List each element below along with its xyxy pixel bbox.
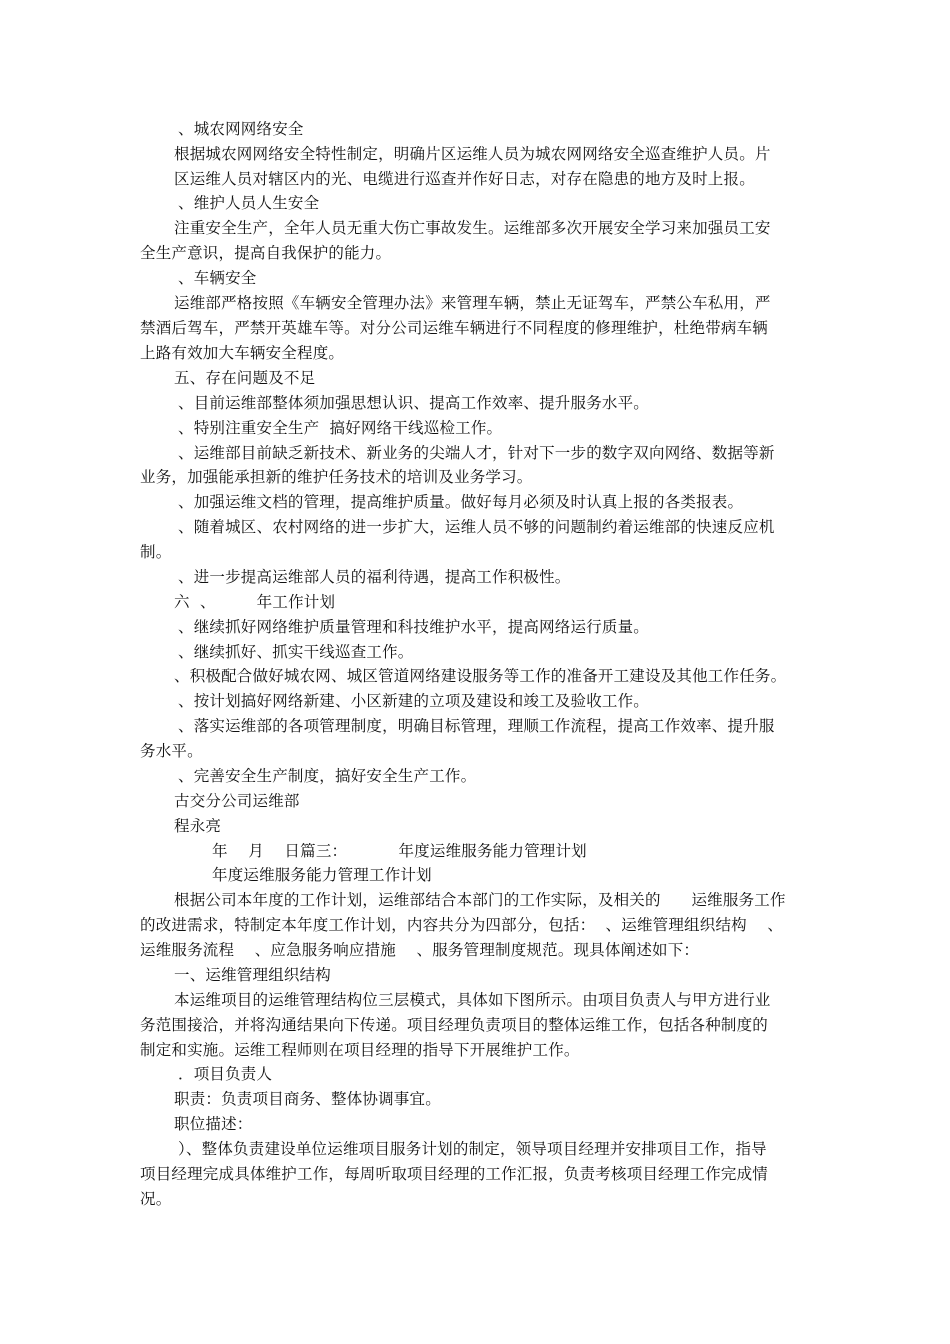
text-line: 区运维人员对辖区内的光、电缆进行巡查并作好日志，对存在隐患的地方及时上报。 (174, 170, 755, 188)
text-line: 根据城农网网络安全特性制定，明确片区运维人员为城农网网络安全巡查维护人员。片 (174, 145, 771, 163)
text-line: 、车辆安全 (178, 269, 257, 287)
text-line: 职位描述： (174, 1115, 253, 1133)
text-line: 注重安全生产，全年人员无重大伤亡事故发生。运维部多次开展安全学习来加强员工安 (174, 219, 771, 237)
text-line: 、加强运维文档的管理，提高维护质量。做好每月必须及时认真上报的各类报表。 (178, 493, 744, 511)
text-line: 、维护人员人生安全 (178, 194, 320, 212)
text-line: 根据公司本年度的工作计划，运维部结合本部门的工作实际，及相关的 运维服务工作 (174, 891, 786, 909)
text-line: 职责：负责项目商务、整体协调事宜。 (174, 1090, 441, 1108)
text-line: ）、整体负责建设单位运维项目服务计划的制定，领导项目经理并安排项目工作，指导 (178, 1140, 767, 1158)
document-title: 年度运维服务能力管理工作计划 (212, 866, 432, 884)
text-line: 、进一步提高运维部人员的福利待遇，提高工作积极性。 (178, 568, 571, 586)
text-line: 务范围接洽，并将沟通结果向下传递。项目经理负责项目的整体运维工作，包括各种制度的 (140, 1016, 769, 1034)
text-line: 全生产意识，提高自我保护的能力。 (140, 244, 392, 262)
signature-name: 程永亮 (174, 817, 222, 835)
text-line: 、完善安全生产制度，搞好安全生产工作。 (178, 767, 477, 785)
text-line: 务水平。 (140, 742, 203, 760)
section-heading: 一、运维管理组织结构 (174, 966, 332, 984)
text-line: 、目前运维部整体须加强思想认识、提高工作效率、提升服务水平。 (178, 394, 650, 412)
text-line: 制定和实施。运维工程师则在项目经理的指导下开展维护工作。 (140, 1041, 580, 1059)
text-line: 、运维部目前缺乏新技术、新业务的尖端人才，针对下一步的数字双向网络、数据等新 (178, 444, 775, 462)
text-line: 、按计划搞好网络新建、小区新建的立项及建设和竣工及验收工作。 (178, 692, 650, 710)
text-line: 、继续抓好、抓实干线巡查工作。 (178, 643, 414, 661)
text-line: 禁酒后驾车，严禁开英雄车等。对分公司运维车辆进行不同程度的修理维护，杜绝带病车辆 (140, 319, 769, 337)
section-heading: 六 、 年工作计划 (174, 593, 336, 611)
section-heading: 五、存在问题及不足 (174, 369, 316, 387)
text-line: 、随着城区、农村网络的进一步扩大，运维人员不够的问题制约着运维部的快速反应机 (178, 518, 775, 536)
date-title-line: 年 月 日篇三： 年度运维服务能力管理计划 (212, 842, 587, 860)
subsection-heading: ．项目负责人 (178, 1065, 273, 1083)
text-line: 运维服务流程 、应急服务响应措施 、服务管理制度规范。现具体阐述如下： (140, 941, 700, 959)
text-line: 业务，加强能承担新的维护任务技术的培训及业务学习。 (140, 468, 533, 486)
text-line: 、继续抓好网络维护质量管理和科技维护水平，提高网络运行质量。 (178, 618, 650, 636)
text-line: 、积极配合做好城农网、城区管道网络建设服务等工作的准备开工建设及其他工作任务。 (174, 667, 787, 685)
text-line: 本运维项目的运维管理结构位三层模式，具体如下图所示。由项目负责人与甲方进行业 (174, 991, 771, 1009)
text-line: 运维部严格按照《车辆安全管理办法》来管理车辆，禁止无证驾车，严禁公车私用，严 (174, 294, 771, 312)
text-line: 、落实运维部的各项管理制度，明确目标管理，理顺工作流程，提高工作效率、提升服 (178, 717, 775, 735)
text-line: 项目经理完成具体维护工作，每周听取项目经理的工作汇报，负责考核项目经理工作完成情 (140, 1165, 769, 1183)
text-line: 况。 (140, 1190, 172, 1208)
signature-department: 古交分公司运维部 (174, 792, 300, 810)
text-line: 上路有效加大车辆安全程度。 (140, 344, 345, 362)
text-line: 制。 (140, 543, 172, 561)
text-line: 、特别注重安全生产 搞好网络干线巡检工作。 (178, 419, 503, 437)
text-line: 的改进需求，特制定本年度工作计划，内容共分为四部分，包括： 、运维管理组织结构 、 (140, 916, 784, 934)
text-line: 、城农网网络安全 (178, 120, 304, 138)
